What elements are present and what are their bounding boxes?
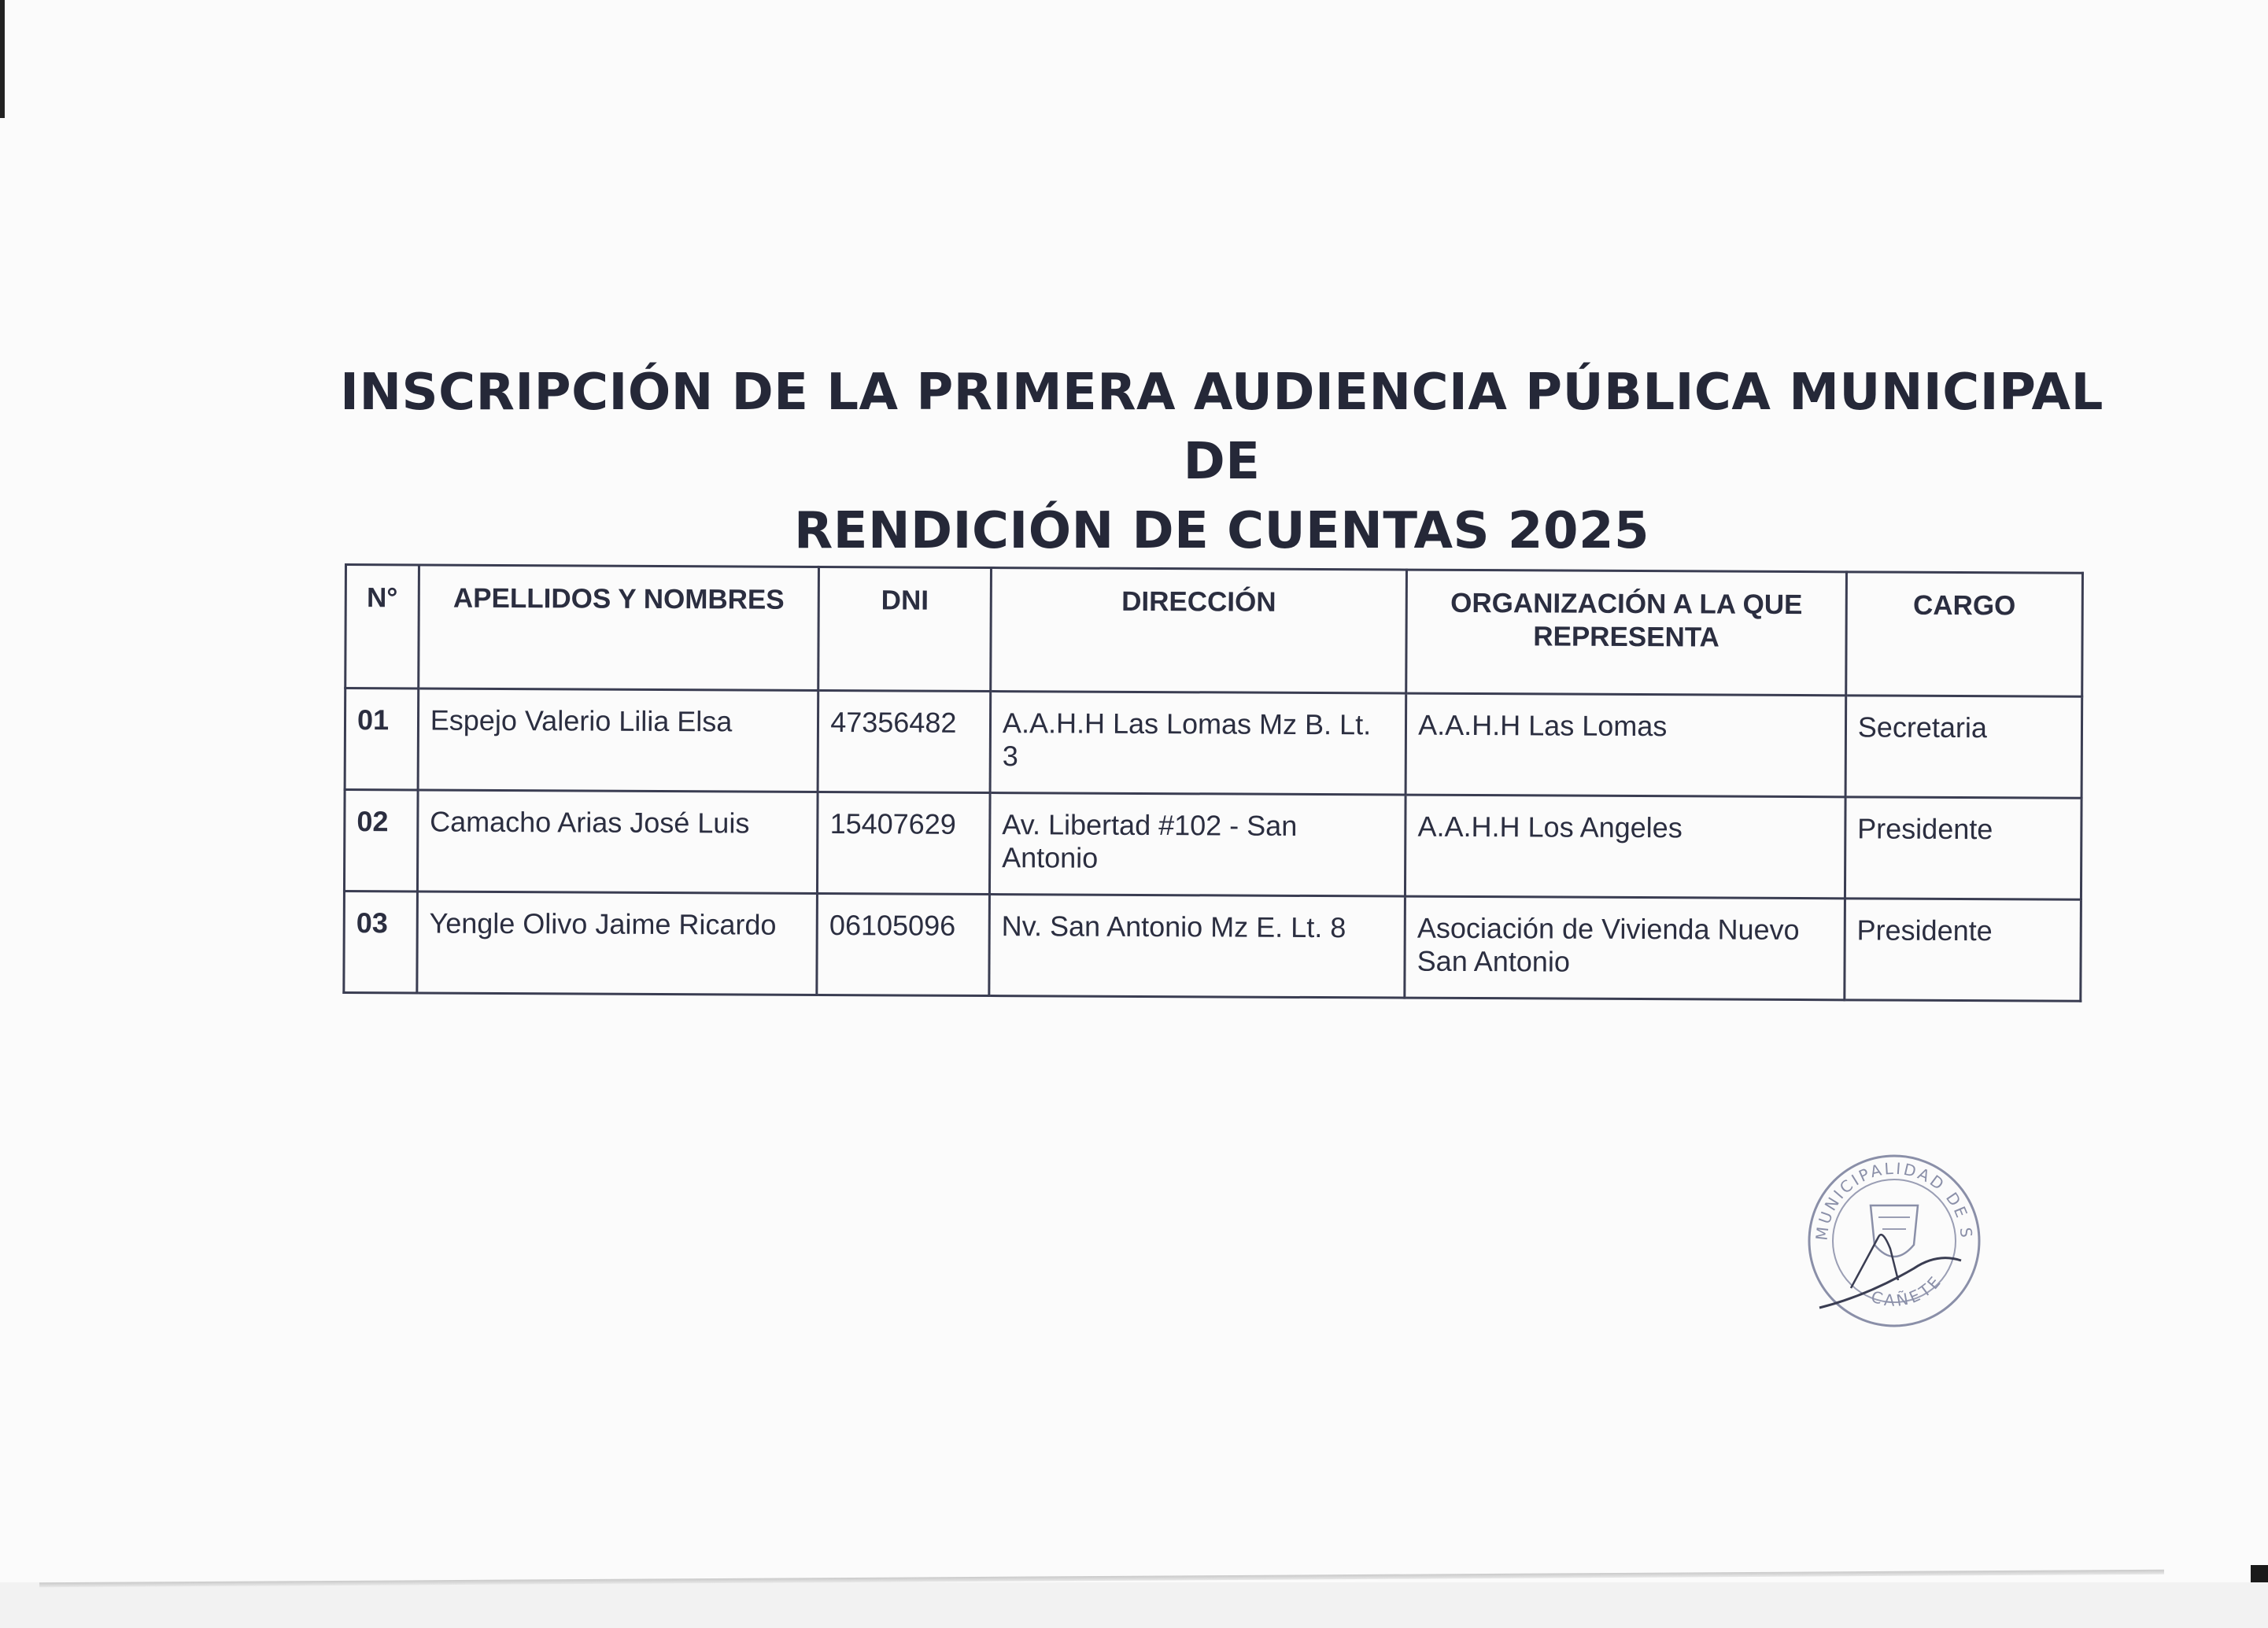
seal-text-top: MUNICIPALIDAD DE S (1812, 1158, 1977, 1242)
cell-num: 02 (344, 790, 417, 892)
cell-name: Camacho Arias José Luis (417, 790, 818, 893)
cell-num: 03 (344, 892, 417, 993)
svg-text:MUNICIPALIDAD DE SAN ANTONIO (1804, 1150, 1976, 1242)
table-header-row (345, 565, 2083, 697)
cell-organization: A.A.H.H Los Angeles (1405, 795, 1845, 899)
scan-edge-left (0, 0, 5, 118)
seal-icon (1804, 1150, 1985, 1331)
cell-address: Av. Libertad #102 - San Antonio (989, 793, 1405, 897)
cell-dni: 47356482 (818, 690, 990, 792)
title-line-2: RENDICIÓN DE CUENTAS 2025 (793, 502, 1650, 560)
cell-organization: Asociación de Vivienda Nuevo San Antonio (1405, 896, 1845, 1000)
cell-num: 01 (345, 688, 418, 790)
header-address: DIRECCIÓN (991, 568, 1407, 694)
header-organization: ORGANIZACIÓN A LA QUE REPRESENTA (1406, 570, 1846, 696)
seal-text-bottom: CAÑETE (1868, 1270, 1947, 1310)
cell-role: Secretaria (1845, 696, 2082, 798)
svg-text:CAÑETE (1869, 1271, 1946, 1310)
table-row (344, 790, 2081, 900)
cell-address: A.A.H.H Las Lomas Mz B. Lt. 3 (990, 692, 1406, 796)
table-row (344, 892, 2081, 1002)
municipal-seal-stamp (1804, 1150, 1985, 1331)
cell-role: Presidente (1845, 797, 2081, 899)
header-name: APELLIDOS Y NOMBRES (419, 565, 819, 690)
header-role: CARGO (1846, 572, 2083, 696)
cell-name: Espejo Valerio Lilia Elsa (418, 688, 818, 792)
cell-dni: 06105096 (817, 893, 989, 995)
scan-bottom-strip (0, 1582, 2268, 1628)
cell-dni: 15407629 (818, 792, 990, 894)
header-dni: DNI (818, 567, 991, 691)
registration-table (342, 563, 2084, 1002)
header-num: N° (345, 565, 419, 688)
cell-name: Yengle Olivo Jaime Ricardo (417, 892, 818, 995)
cell-organization: A.A.H.H Las Lomas (1405, 693, 1845, 797)
cell-role: Presidente (1845, 899, 2081, 1001)
table-row (345, 688, 2082, 799)
document-title (299, 358, 2144, 566)
cell-address: Nv. San Antonio Mz E. Lt. 8 (989, 895, 1405, 999)
title-line-1: INSCRIPCIÓN DE LA PRIMERA AUDIENCIA PÚBLICA MUNICIPAL DE (340, 364, 2104, 491)
